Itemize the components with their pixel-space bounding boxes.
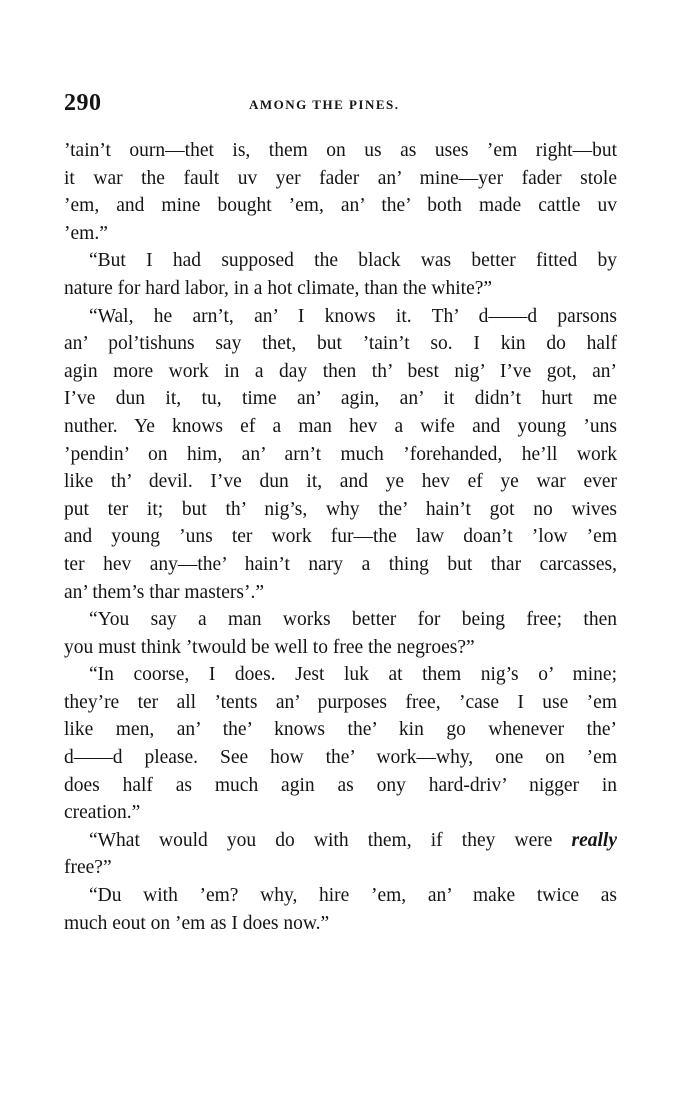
text-line: nuther. Ye knows ef a man hev a wife and young ’uns bbox=[64, 415, 617, 437]
text-line: ’pendin’ on him, an’ arn’t much ’forehanded, he’ll work bbox=[64, 443, 617, 465]
running-head: AMONG THE PINES. bbox=[249, 97, 400, 112]
text-line: “Wal, he arn’t, an’ I knows it. Th’ d——d parsons bbox=[89, 305, 617, 327]
text-line: d——d please. See how the’ work—why, one on ’em bbox=[64, 747, 617, 769]
text-line bbox=[64, 827, 617, 855]
emphasis-word: really bbox=[571, 829, 617, 851]
text-line: “In coorse, I does. Jest luk at them nig’s o’ mine; bbox=[89, 664, 617, 686]
text-line: “Du with ’em? why, hire ’em, an’ make twice as bbox=[89, 885, 617, 907]
text-line: “But I had supposed the black was better fitted by bbox=[89, 250, 617, 272]
text-line: it war the fault uv yer fader an’ mine—yer fader stole bbox=[64, 167, 617, 189]
text-line: free?” bbox=[64, 857, 112, 879]
text-line: like th’ devil. I’ve dun it, and ye hev ef ye war ever bbox=[64, 471, 617, 493]
text-line: ’em.” bbox=[64, 222, 108, 244]
text-line: I’ve dun it, tu, time an’ agin, an’ it didn’t hurt me bbox=[64, 388, 617, 410]
text-line: ter hev any—the’ hain’t nary a thing but thar carcasses, bbox=[64, 553, 617, 575]
text-line: agin more work in a day then th’ best nig’ I’ve got, an’ bbox=[64, 360, 617, 382]
text-line: “You say a man works better for being free; then bbox=[89, 609, 617, 631]
text-line: ’tain’t ourn—thet is, them on us as uses ’em right—but bbox=[64, 140, 617, 161]
text-line-segment: “What would you do with them, if they were bbox=[89, 829, 553, 851]
text-line: and young ’uns ter work fur—the law doan’t ’low ’em bbox=[64, 526, 617, 548]
body-text bbox=[64, 137, 617, 937]
text-line: you must think ’twould be well to free the negroes?” bbox=[64, 636, 475, 658]
text-line: like men, an’ the’ knows the’ kin go whenever the’ bbox=[64, 719, 617, 741]
text-line: an’ pol’tishuns say thet, but ’tain’t so. I kin do half bbox=[64, 333, 617, 355]
text-line: put ter it; but th’ nig’s, why the’ hain’t got no wives bbox=[64, 498, 617, 520]
text-line: creation.” bbox=[64, 802, 141, 824]
text-line: nature for hard labor, in a hot climate, than the white?” bbox=[64, 277, 493, 299]
text-line: ’em, and mine bought ’em, an’ the’ both made cattle uv bbox=[64, 195, 617, 217]
text-line: much eout on ’em as I does now.” bbox=[64, 912, 330, 934]
text-line: they’re ter all ’tents an’ purposes free, ’case I use ’em bbox=[64, 691, 617, 713]
page-number: 290 bbox=[64, 90, 102, 116]
text-line: an’ them’s thar masters’.” bbox=[64, 581, 264, 603]
text-line: does half as much agin as ony hard-driv’ nigger in bbox=[64, 774, 617, 796]
page-header bbox=[64, 90, 617, 120]
